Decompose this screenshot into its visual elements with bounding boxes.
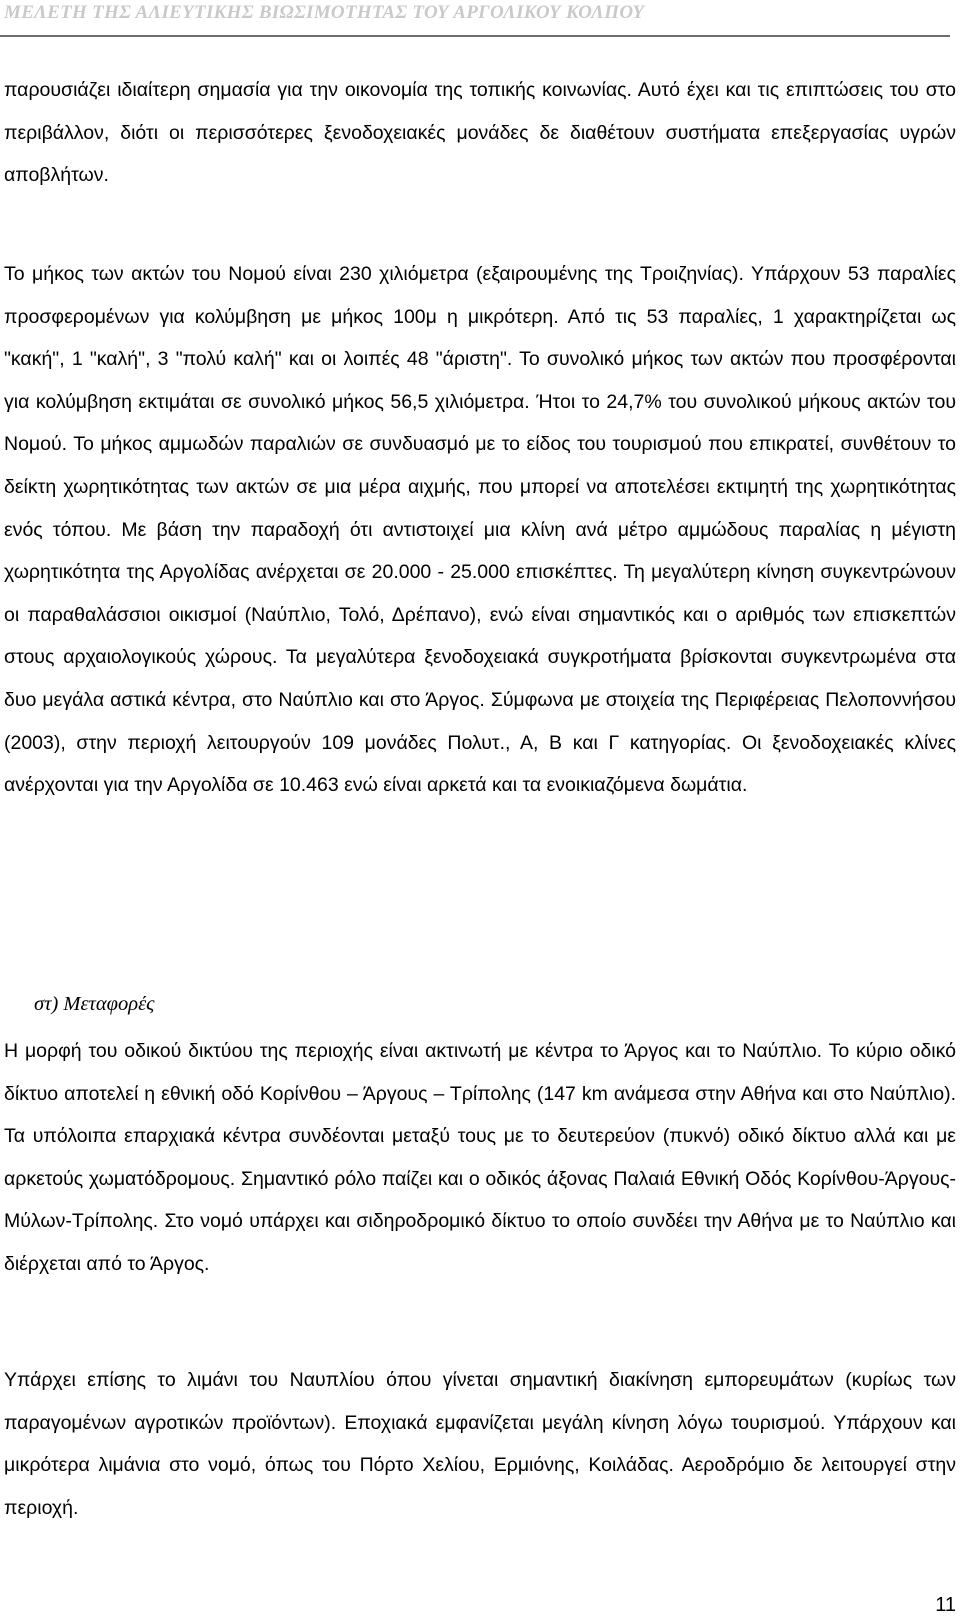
running-header-title: ΜΕΛΕΤΗ ΤΗΣ ΑΛΙΕΥΤΙΚΗΣ ΒΙΩΣΙΜΟΤΗΤΑΣ ΤΟΥ ΑΡΓΟΛΙΚΟΥ ΚΟΛΠΟΥ — [4, 2, 645, 23]
body-paragraph-1: παρουσιάζει ιδιαίτερη σημασία για την οικονομία της τοπικής κοινωνίας. Αυτό έχει και τις επιπτώσεις του στο περιβάλλον, διότι οι περισσότερες ξενοδοχειακές μονάδες δε διαθέτουν συστήματα επεξεργασίας υγρών αποβλήτων. — [4, 79, 956, 187]
body-paragraph-3: Η μορφή του οδικού δικτύου της περιοχής είναι ακτινωτή με κέντρα το Άργος και το Ναύπλιο. Το κύριο οδικό δίκτυο αποτελεί η εθνική οδό Κορίνθου – Άργους – Τρίπολης (147 km ανάμεσα στην Αθήνα και στο Ναύπλιο). Τα υπόλοιπα επαρχιακά κέντρα συνδέονται μεταξύ τους με το δευτερεύον (πυκνό) οδικό δίκτυο αλλά και με αρκετούς χωματόδρομους. Σημαντικό ρόλο παίζει και ο οδικός άξονας Παλαιά Εθνική Οδός Κορίνθου-Άργους-Μύλων-Τρίπολης. Στο νομό υπάρχει και σιδηροδρομικό δίκτυο το οποίο συνδέει την Αθήνα με το Ναύπλιο και διέρχεται από το Άργος. — [4, 1040, 956, 1275]
body-paragraph-4: Υπάρχει επίσης το λιμάνι του Ναυπλίου όπου γίνεται σημαντική διακίνηση εμπορευμάτων (κυρίως των παραγομένων αγροτικών προϊόντων). Εποχιακά εμφανίζεται μεγάλη κίνηση λόγω τουρισμού. Υπάρχουν και μικρότερα λιμάνια στο νομό, όπως του Πόρτο Χελίου, Ερμιόνης, Κοιλάδας. Αεροδρόμιο δε λειτουργεί στην περιοχή. — [4, 1369, 956, 1519]
header-divider — [0, 35, 950, 37]
body-paragraph-2: Το μήκος των ακτών του Νομού είναι 230 χιλιόμετρα (εξαιρουμένης της Τροιζηνίας). Υπάρχουν 53 παραλίες προσφερομένων για κολύμβηση με μήκος 100μ η μικρότερη. Από τις 53 παραλίες, 1 χαρακτηρίζεται ως "κακή", 1 "καλή", 3 "πολύ καλή" και οι λοιπές 48 "άριστη". Το συνολικό μήκος των ακτών που προσφέρονται για κολύμβηση εκτιμάται σε συνολικό μήκος 56,5 χιλιόμετρα. Ήτοι το 24,7% του συνολικού μήκους ακτών του Νομού. Το μήκος αμμωδών παραλιών σε συνδυασμό με το είδος του τουρισμού που επικρατεί, συνθέτουν το δείκτη χωρητικότητας των ακτών σε μια μέρα αιχμής, που μπορεί να αποτελέσει εκτιμητή της χωρητικότητας ενός τόπου. Με βάση την παραδοχή ότι αντιστοιχεί μια κλίνη ανά μέτρο αμμώδους παραλίας η μέγιστη χωρητικότητα της Αργολίδας ανέρχεται σε 20.000 - 25.000 επισκέπτες. Τη μεγαλύτερη κίνηση συγκεντρώνουν οι παραθαλάσσιοι οικισμοί (Ναύπλιο, Τολό, Δρέπανο), ενώ είναι σημαντικός και ο αριθμός των επισκεπτών στους αρχαιολογικούς χώρους. Τα μεγαλύτερα ξενοδοχειακά συγκροτήματα βρίσκονται συγκεντρωμένα στα δυο μεγάλα αστικά κέντρα, στο Ναύπλιο και στο Άργος. Σύμφωνα με στοιχεία της Περιφέρειας Πελοποννήσου (2003), στην περιοχή λειτουργούν 109 μονάδες Πολυτ., Α, Β και Γ κατηγορίας. Οι ξενοδοχειακές κλίνες ανέρχονται για την Αργολίδα σε 10.463 ενώ είναι αρκετά και τα ενοικιαζόμενα δωμάτια. — [4, 263, 956, 797]
page-number: 11 — [935, 1594, 956, 1616]
section-heading-transport: στ) Μεταφορές — [34, 993, 155, 1015]
